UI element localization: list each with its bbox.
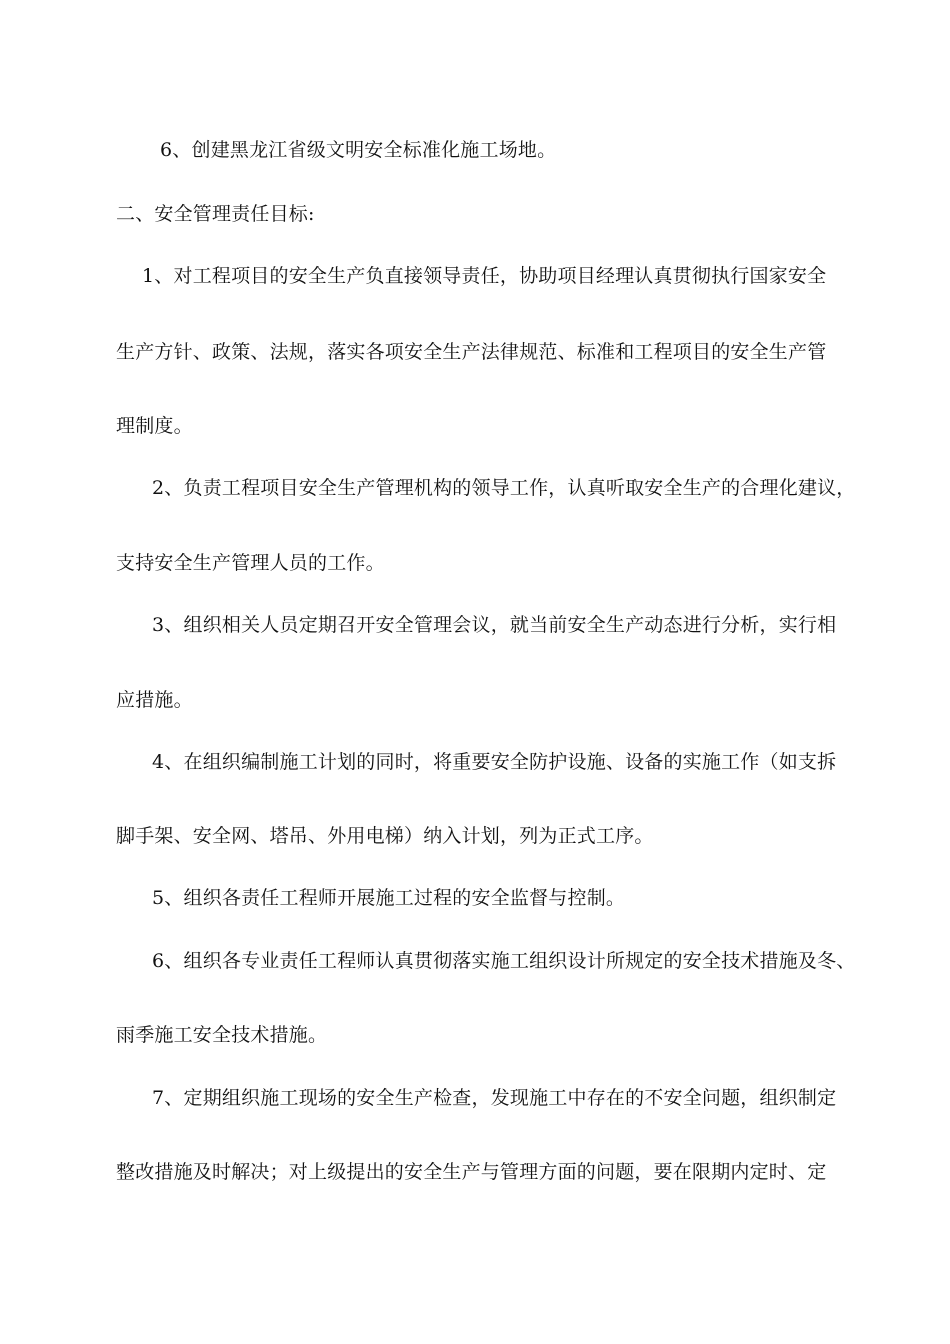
item-1-line-3: 理制度。	[116, 415, 193, 437]
item-7-line-2: 整改措施及时解决；对上级提出的安全生产与管理方面的问题，要在限期内定时、定	[116, 1161, 827, 1183]
item-3-line-1: 3、组织相关人员定期召开安全管理会议，就当前安全生产动态进行分析，实行相	[152, 614, 837, 636]
item-1-line-2: 生产方针、政策、法规，落实各项安全生产法律规范、标准和工程项目的安全生产管	[116, 341, 827, 363]
item-2-line-2: 支持安全生产管理人员的工作。	[116, 552, 385, 574]
item-6-create-site: 6、创建黑龙江省级文明安全标准化施工场地。	[160, 139, 557, 161]
item-3-line-2: 应措施。	[116, 689, 193, 711]
item-1-line-1: 1、对工程项目的安全生产负直接领导责任，协助项目经理认真贯彻执行国家安全	[142, 265, 827, 287]
item-2-line-1: 2、负责工程项目安全生产管理机构的领导工作，认真听取安全生产的合理化建议，	[152, 477, 856, 499]
item-4-line-1: 4、在组织编制施工计划的同时，将重要安全防护设施、设备的实施工作（如支拆	[152, 751, 837, 773]
item-6-line-1: 6、组织各专业责任工程师认真贯彻落实施工组织设计所规定的安全技术措施及冬、	[152, 950, 856, 972]
section-heading-responsibility: 二、安全管理责任目标:	[116, 203, 315, 225]
item-7-line-1: 7、定期组织施工现场的安全生产检查，发现施工中存在的不安全问题，组织制定	[152, 1087, 837, 1109]
item-4-line-2: 脚手架、安全网、塔吊、外用电梯）纳入计划，列为正式工序。	[116, 825, 654, 847]
item-6-line-2: 雨季施工安全技术措施。	[116, 1024, 328, 1046]
item-5-line-1: 5、组织各责任工程师开展施工过程的安全监督与控制。	[152, 887, 626, 909]
